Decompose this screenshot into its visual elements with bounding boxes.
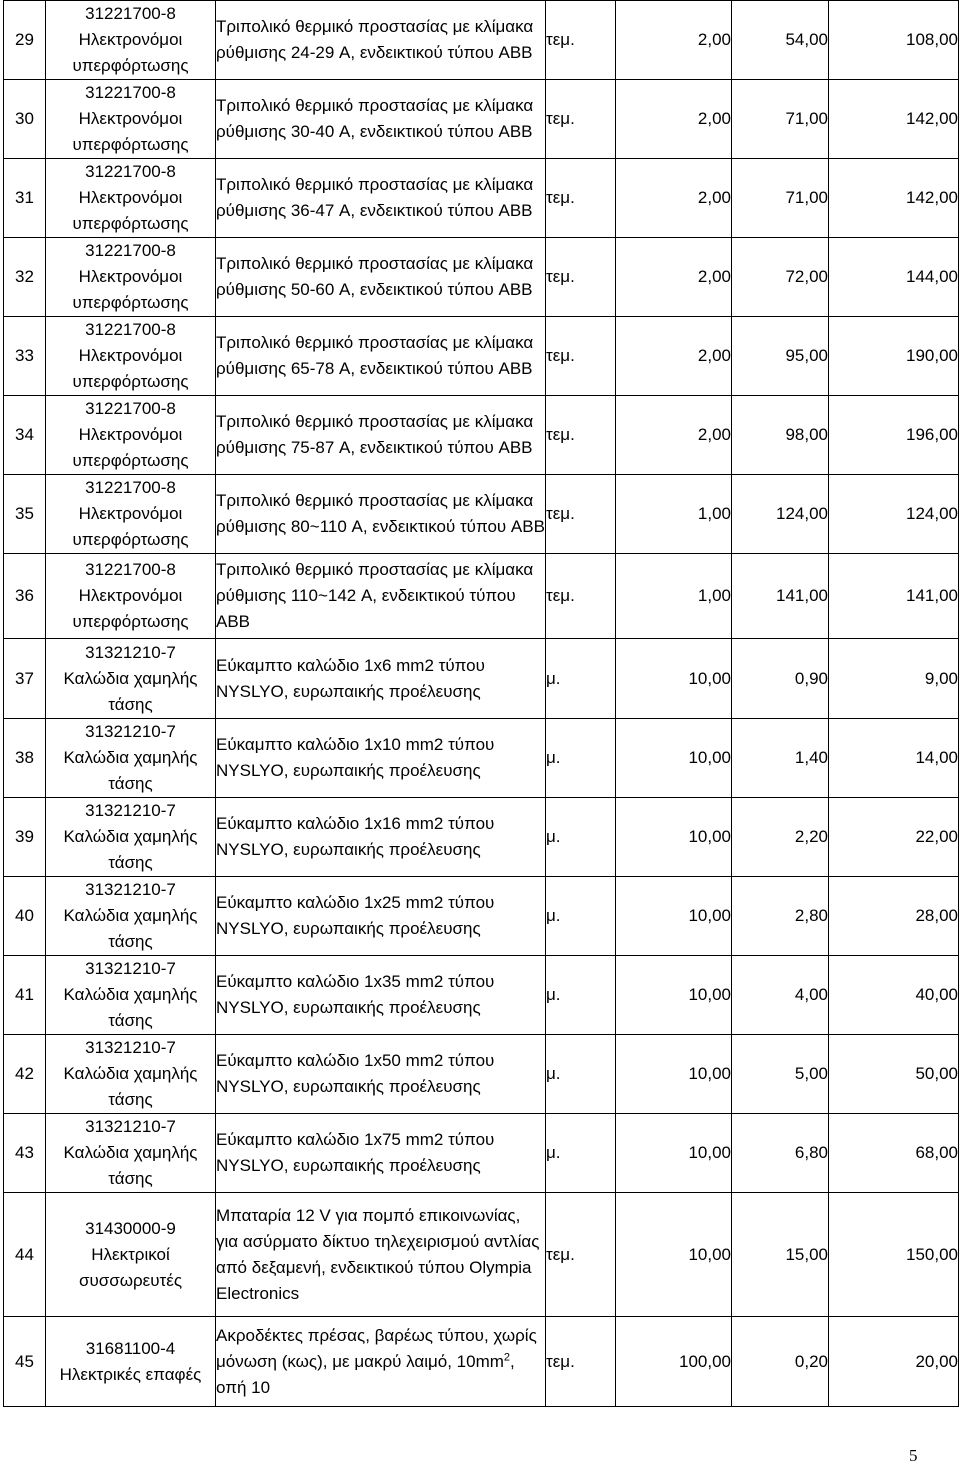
quantity-cell: 2,00: [616, 159, 732, 238]
unit-price-cell: 141,00: [732, 554, 829, 639]
total-cell: 141,00: [829, 554, 959, 639]
row-number: 34: [4, 396, 46, 475]
table-row: [4, 159, 959, 238]
item-description: [216, 159, 546, 238]
cpv-name: Ηλεκτρονόμοι υπερφόρτωσης: [72, 425, 189, 470]
table-row: [4, 317, 959, 396]
description-text: Τριπολικό θερμικό προστασίας με κλίμακα ρύθμισης 75-87 A, ενδεικτικού τύπου ABB: [216, 412, 534, 457]
unit-cell: μ.: [546, 719, 616, 798]
item-description: [216, 1114, 546, 1193]
total-cell: 9,00: [829, 639, 959, 719]
quantity-cell: 10,00: [616, 639, 732, 719]
cpv-cell: [46, 80, 216, 159]
item-description: [216, 317, 546, 396]
unit-cell: τεμ.: [546, 396, 616, 475]
description-text: Τριπολικό θερμικό προστασίας με κλίμακα ρύθμισης 50-60 A, ενδεικτικού τύπου ABB: [216, 254, 534, 299]
items-table: [3, 0, 959, 1407]
total-cell: 196,00: [829, 396, 959, 475]
table-row: [4, 1, 959, 80]
item-description: [216, 956, 546, 1035]
unit-price-cell: 95,00: [732, 317, 829, 396]
unit-price-cell: 5,00: [732, 1035, 829, 1114]
cpv-cell: [46, 1, 216, 80]
unit-cell: τεμ.: [546, 475, 616, 554]
cpv-code: 31221700-8: [85, 478, 176, 497]
total-cell: 142,00: [829, 80, 959, 159]
row-number: 30: [4, 80, 46, 159]
item-description: [216, 238, 546, 317]
item-description: [216, 798, 546, 877]
description-superscript: 2: [503, 1350, 511, 1363]
cpv-code: 31221700-8: [85, 83, 176, 102]
cpv-cell: [46, 159, 216, 238]
total-cell: 108,00: [829, 1, 959, 80]
cpv-cell: [46, 639, 216, 719]
item-description: [216, 719, 546, 798]
cpv-cell: [46, 317, 216, 396]
table-row: [4, 1035, 959, 1114]
description-text: Εύκαμπτο καλώδιο 1x25 mm2 τύπου NYSLYO, ευρωπαικής προέλευσης: [216, 893, 495, 938]
description-text: Τριπολικό θερμικό προστασίας με κλίμακα ρύθμισης 80~110 A, ενδεικτικού τύπου ABB: [216, 491, 545, 536]
total-cell: 124,00: [829, 475, 959, 554]
table-row: [4, 639, 959, 719]
total-cell: 150,00: [829, 1193, 959, 1317]
cpv-code: 31221700-8: [85, 320, 176, 339]
cpv-code: 31681100-4: [85, 1338, 176, 1358]
total-cell: 28,00: [829, 877, 959, 956]
description-text: Τριπολικό θερμικό προστασίας με κλίμακα ρύθμισης 24-29 A, ενδεικτικού τύπου ABB: [216, 17, 534, 62]
quantity-cell: 10,00: [616, 719, 732, 798]
unit-price-cell: 124,00: [732, 475, 829, 554]
total-cell: 68,00: [829, 1114, 959, 1193]
table-row: [4, 554, 959, 639]
unit-cell: μ.: [546, 956, 616, 1035]
quantity-cell: 2,00: [616, 238, 732, 317]
cpv-cell: [46, 1035, 216, 1114]
item-description: [216, 1, 546, 80]
description-text: Τριπολικό θερμικό προστασίας με κλίμακα ρύθμισης 65-78 A, ενδεικτικού τύπου ABB: [216, 333, 534, 378]
description-tail: , οπή 10: [216, 1351, 515, 1397]
description-text: Εύκαμπτο καλώδιο 1x6 mm2 τύπου NYSLYO, ευρωπαικής προέλευσης: [216, 655, 485, 701]
unit-price-cell: 71,00: [732, 159, 829, 238]
cpv-name: Ηλεκτρονόμοι υπερφόρτωσης: [72, 346, 189, 391]
item-description: [216, 877, 546, 956]
table-row: [4, 238, 959, 317]
quantity-cell: 100,00: [616, 1317, 732, 1407]
quantity-cell: 10,00: [616, 1035, 732, 1114]
row-number: 43: [4, 1114, 46, 1193]
description-text: Εύκαμπτο καλώδιο 1x10 mm2 τύπου NYSLYO, ευρωπαικής προέλευσης: [216, 735, 495, 780]
unit-cell: τεμ.: [546, 1317, 616, 1407]
row-number: 33: [4, 317, 46, 396]
total-cell: 190,00: [829, 317, 959, 396]
unit-price-cell: 1,40: [732, 719, 829, 798]
table-row: [4, 956, 959, 1035]
unit-cell: τεμ.: [546, 159, 616, 238]
cpv-cell: [46, 396, 216, 475]
quantity-cell: 2,00: [616, 1, 732, 80]
cpv-code: 31221700-8: [85, 162, 176, 181]
table-row: [4, 80, 959, 159]
table-row: [4, 877, 959, 956]
unit-price-cell: 0,20: [732, 1317, 829, 1407]
row-number: 38: [4, 719, 46, 798]
cpv-cell: [46, 1114, 216, 1193]
table-row: [4, 1317, 959, 1407]
row-number: 40: [4, 877, 46, 956]
row-number: 45: [4, 1317, 46, 1407]
cpv-name: Ηλεκτρονόμοι υπερφόρτωσης: [72, 109, 189, 154]
cpv-name: Ηλεκτρικές επαφές: [59, 1364, 202, 1384]
description-text: Μπαταρία 12 V για πομπό επικοινωνίας, για ασύρματο δίκτυο τηλεχειρισμού αντλίας από δεξαμενή, ενδεικτικού τύπου Olympia Electronics: [216, 1205, 540, 1303]
unit-price-cell: 72,00: [732, 238, 829, 317]
item-description: [216, 1035, 546, 1114]
cpv-name: Καλώδια χαμηλής τάσης: [63, 827, 198, 872]
unit-cell: μ.: [546, 798, 616, 877]
item-description: [216, 554, 546, 639]
row-number: 44: [4, 1193, 46, 1317]
cpv-code: 31221700-8: [85, 399, 176, 418]
cpv-name: Ηλεκτρονόμοι υπερφόρτωσης: [72, 504, 189, 549]
item-description: [216, 475, 546, 554]
row-number: 42: [4, 1035, 46, 1114]
item-description: [216, 80, 546, 159]
cpv-name: Καλώδια χαμηλής τάσης: [63, 668, 198, 714]
cpv-cell: [46, 1317, 216, 1407]
unit-price-cell: 2,20: [732, 798, 829, 877]
unit-cell: μ.: [546, 877, 616, 956]
cpv-name: Ηλεκτρικοί συσσωρευτές: [78, 1244, 183, 1290]
table-row: [4, 396, 959, 475]
total-cell: 14,00: [829, 719, 959, 798]
cpv-name: Καλώδια χαμηλής τάσης: [63, 985, 198, 1030]
row-number: 41: [4, 956, 46, 1035]
quantity-cell: 1,00: [616, 475, 732, 554]
unit-cell: τεμ.: [546, 554, 616, 639]
cpv-name: Καλώδια χαμηλής τάσης: [63, 748, 198, 793]
table-row: [4, 798, 959, 877]
quantity-cell: 10,00: [616, 956, 732, 1035]
description-text: Τριπολικό θερμικό προστασίας με κλίμακα ρύθμισης 110~142 A, ενδεικτικού τύπου ABB: [216, 560, 534, 631]
cpv-code: 31221700-8: [85, 560, 176, 579]
page-number: 5: [909, 1446, 918, 1465]
quantity-cell: 10,00: [616, 798, 732, 877]
cpv-code: 31321210-7: [85, 959, 176, 978]
unit-cell: τεμ.: [546, 317, 616, 396]
cpv-name: Ηλεκτρονόμοι υπερφόρτωσης: [72, 188, 189, 233]
cpv-code: 31321210-7: [85, 1038, 176, 1057]
quantity-cell: 2,00: [616, 80, 732, 159]
description-text: Εύκαμπτο καλώδιο 1x50 mm2 τύπου NYSLYO, ευρωπαικής προέλευσης: [216, 1051, 495, 1096]
cpv-cell: [46, 798, 216, 877]
cpv-name: Ηλεκτρονόμοι υπερφόρτωσης: [72, 30, 189, 75]
cpv-cell: [46, 475, 216, 554]
unit-price-cell: 2,80: [732, 877, 829, 956]
unit-cell: μ.: [546, 1035, 616, 1114]
cpv-name: Ηλεκτρονόμοι υπερφόρτωσης: [72, 267, 189, 312]
quantity-cell: 10,00: [616, 1193, 732, 1317]
quantity-cell: 10,00: [616, 877, 732, 956]
cpv-code: 31321210-7: [85, 801, 176, 820]
table-row: [4, 475, 959, 554]
item-description: [216, 1193, 546, 1317]
table-row: [4, 719, 959, 798]
cpv-cell: [46, 238, 216, 317]
table-row: [4, 1114, 959, 1193]
description-text: Εύκαμπτο καλώδιο 1x16 mm2 τύπου NYSLYO, ευρωπαικής προέλευσης: [216, 814, 495, 859]
unit-cell: μ.: [546, 1114, 616, 1193]
quantity-cell: 10,00: [616, 1114, 732, 1193]
items-table-body: [4, 1, 959, 1407]
row-number: 35: [4, 475, 46, 554]
cpv-cell: [46, 719, 216, 798]
unit-cell: μ.: [546, 639, 616, 719]
row-number: 29: [4, 1, 46, 80]
total-cell: 142,00: [829, 159, 959, 238]
total-cell: 144,00: [829, 238, 959, 317]
table-row: [4, 1193, 959, 1317]
row-number: 31: [4, 159, 46, 238]
quantity-cell: 2,00: [616, 396, 732, 475]
unit-price-cell: 54,00: [732, 1, 829, 80]
unit-cell: τεμ.: [546, 1193, 616, 1317]
unit-price-cell: 71,00: [732, 80, 829, 159]
cpv-cell: [46, 1193, 216, 1317]
description-text: Τριπολικό θερμικό προστασίας με κλίμακα ρύθμισης 30-40 A, ενδεικτικού τύπου ABB: [216, 96, 534, 141]
item-description: [216, 1317, 546, 1407]
total-cell: 50,00: [829, 1035, 959, 1114]
cpv-code: 31430000-9: [85, 1218, 176, 1238]
cpv-code: 31321210-7: [85, 1117, 176, 1136]
cpv-cell: [46, 956, 216, 1035]
cpv-code: 31321210-7: [85, 880, 176, 899]
unit-cell: τεμ.: [546, 238, 616, 317]
total-cell: 22,00: [829, 798, 959, 877]
cpv-cell: [46, 877, 216, 956]
description-text: Τριπολικό θερμικό προστασίας με κλίμακα ρύθμισης 36-47 A, ενδεικτικού τύπου ABB: [216, 175, 534, 220]
row-number: 37: [4, 639, 46, 719]
total-cell: 20,00: [829, 1317, 959, 1407]
row-number: 36: [4, 554, 46, 639]
unit-cell: τεμ.: [546, 1, 616, 80]
total-cell: 40,00: [829, 956, 959, 1035]
quantity-cell: 2,00: [616, 317, 732, 396]
item-description: [216, 639, 546, 719]
cpv-code: 31221700-8: [85, 241, 176, 260]
cpv-code: 31321210-7: [85, 722, 176, 741]
cpv-name: Ηλεκτρονόμοι υπερφόρτωσης: [72, 586, 189, 631]
unit-price-cell: 0,90: [732, 639, 829, 719]
cpv-name: Καλώδια χαμηλής τάσης: [63, 906, 198, 951]
unit-price-cell: 98,00: [732, 396, 829, 475]
quantity-cell: 1,00: [616, 554, 732, 639]
description-text: Ακροδέκτες πρέσας, βαρέως τύπου, χωρίς μόνωση (κως), με μακρύ λαιμό, 10mm: [216, 1325, 537, 1371]
row-number: 39: [4, 798, 46, 877]
description-text: Εύκαμπτο καλώδιο 1x75 mm2 τύπου NYSLYO, ευρωπαικής προέλευσης: [216, 1130, 495, 1175]
cpv-name: Καλώδια χαμηλής τάσης: [63, 1064, 198, 1109]
cpv-cell: [46, 554, 216, 639]
cpv-name: Καλώδια χαμηλής τάσης: [63, 1143, 198, 1188]
description-text: Εύκαμπτο καλώδιο 1x35 mm2 τύπου NYSLYO, ευρωπαικής προέλευσης: [216, 972, 495, 1017]
item-description: [216, 396, 546, 475]
unit-price-cell: 4,00: [732, 956, 829, 1035]
unit-cell: τεμ.: [546, 80, 616, 159]
row-number: 32: [4, 238, 46, 317]
cpv-code: 31321210-7: [85, 642, 176, 662]
cpv-code: 31221700-8: [85, 4, 176, 23]
unit-price-cell: 6,80: [732, 1114, 829, 1193]
unit-price-cell: 15,00: [732, 1193, 829, 1317]
